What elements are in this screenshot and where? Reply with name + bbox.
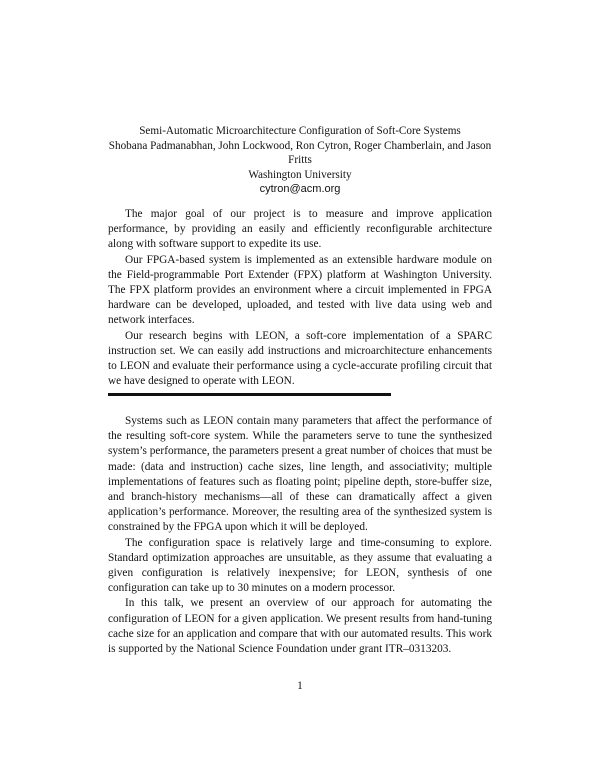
affiliation: Washington University bbox=[248, 168, 352, 181]
author-list: Shobana Padmanabhan, John Lockwood, Ron Cytron, Roger Chamberlain, and Jason Fritts bbox=[108, 139, 492, 167]
abstract-paragraph: Our FPGA-based system is implemented as an extensible hardware module on the Field-programmable Port Extender (FPX) platform at Washington University. The FPX platform provides an environment where a circuit implemented in FPGA hardware can be developed, uploaded, and tested with live data using web and network interfaces. bbox=[108, 253, 492, 327]
abstract-paragraph: The major goal of our project is to measure and improve application performance, by providing an easily and efficiently reconfigurable architecture along with software support to expedite its use. bbox=[108, 208, 492, 251]
body-paragraph: Systems such as LEON contain many parameters that affect the performance of the resulting soft-core system. While the parameters serve to tune the synthesized system’s performance, the parameters present a great number of choices that must be made: (data and instruction) cache sizes, line length, and associativity; multiple implementations of features such as floating point; pipeline depth, store-buffer size, and branch-history mechanisms—all of these can dramatically affect a given application’s performance. Moreover, the resulting area of the synthesized system is constrained by the FPGA upon which it will be deployed. bbox=[108, 415, 492, 534]
abstract-section bbox=[108, 207, 492, 389]
section-divider bbox=[108, 393, 391, 396]
abstract-paragraph: Our research begins with LEON, a soft-core implementation of a SPARC instruction set. We can easily add instructions and microarchitecture enhancements to LEON and evaluate their performance using a cycle-accurate profiling circuit that we have designed to operate with LEON. bbox=[108, 329, 492, 388]
title-block bbox=[108, 124, 492, 197]
paper-title: Semi-Automatic Microarchitecture Configuration of Soft-Core Systems bbox=[139, 125, 461, 137]
body-paragraph: The configuration space is relatively large and time-consuming to explore. Standard optimization approaches are unsuitable, as they assume that evaluating a given configuration is relatively inexpensive; for LEON, synthesis of one configuration can take up to 30 minutes on a modern processor. bbox=[108, 536, 492, 595]
page-number: 1 bbox=[297, 680, 303, 692]
author-email: cytron@acm.org bbox=[259, 183, 341, 196]
body-section bbox=[108, 414, 492, 657]
body-paragraph: In this talk, we present an overview of our approach for automating the configuration of LEON for a given application. We present results from hand-tuning cache size for an application and compare that with our automated results. This work is supported by the National Science Foundation under grant ITR–0313203. bbox=[108, 597, 492, 656]
